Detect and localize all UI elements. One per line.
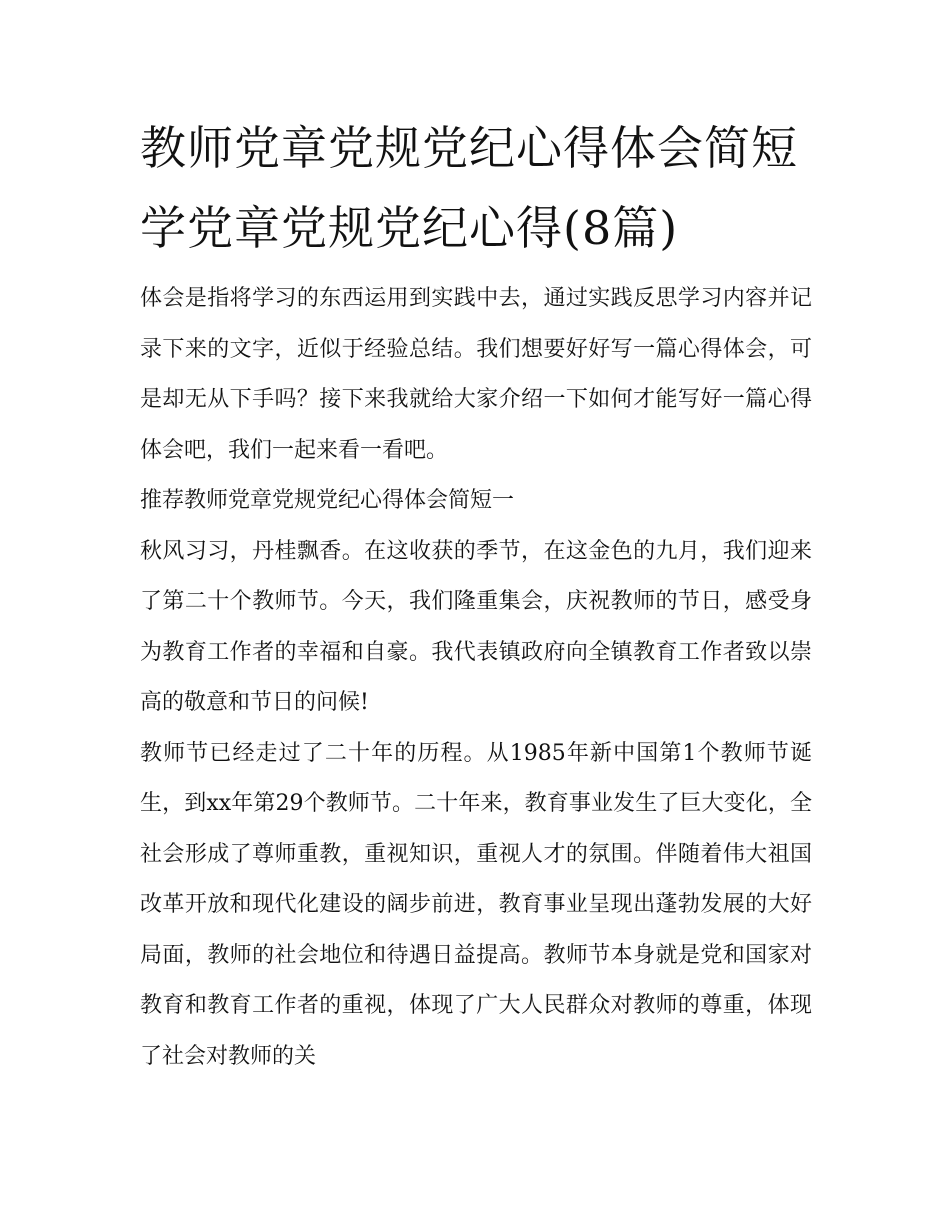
section-heading: 推荐教师党章党规党纪心得体会简短一 [140, 488, 515, 513]
document-title: 教师党章党规党纪心得体会简短 学党章党规党纪心得(8篇) [140, 121, 798, 255]
intro-paragraph: 体会是指将学习的东西运用到实践中去，通过实践反思学习内容并记录下来的文字，近似于经验总结。我们想要好好写一篇心得体会，可是却无从下手吗？接下来我就给大家介绍一下如何才能写好一篇心得体会吧，我们一起来看一看吧。 [140, 286, 812, 463]
body-paragraph-1: 秋风习习，丹桂飘香。在这收获的季节，在这金色的九月，我们迎来了第二十个教师节。今天，我们隆重集会，庆祝教师的节日，感受身为教育工作者的幸福和自豪。我代表镇政府向全镇教育工作者致以崇高的敬意和节日的问候! [140, 538, 812, 715]
document-page [140, 108, 812, 1082]
body-paragraph-2: 教师节已经走过了二十年的历程。从1985年新中国第1个教师节诞生，到xx年第29个教师节。二十年来，教育事业发生了巨大变化，全社会形成了尊师重教，重视知识，重视人才的氛围。伴随着伟大祖国改革开放和现代化建设的阔步前进，教育事业呈现出蓬勃发展的大好局面，教师的社会地位和待遇日益提高。教师节本身就是党和国家对教育和教育工作者的重视，体现了广大人民群众对教师的尊重，体现了社会对教师的关 [140, 740, 812, 1069]
